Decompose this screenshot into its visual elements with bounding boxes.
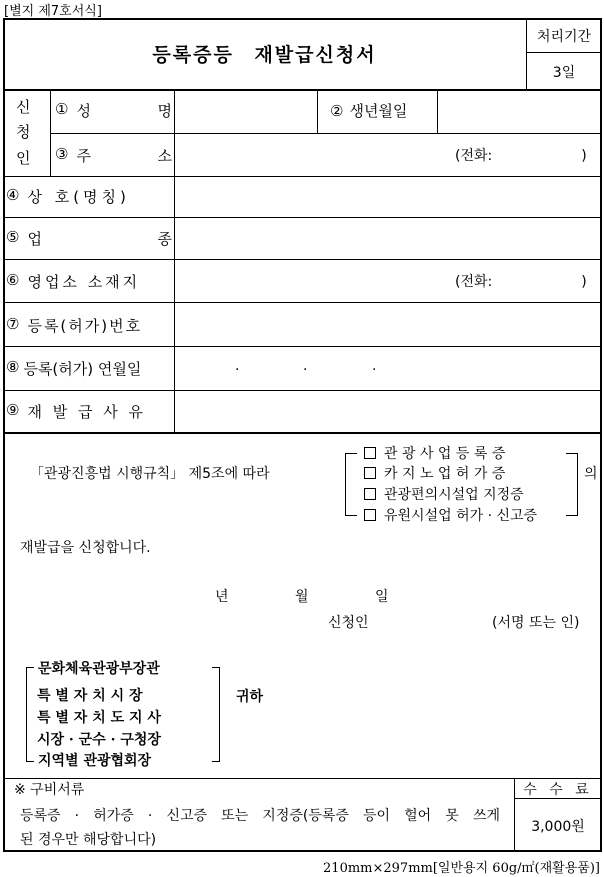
field-number: ② [330, 102, 344, 120]
business-type-input[interactable] [176, 218, 601, 258]
checkbox-icon[interactable] [364, 447, 376, 459]
option-label: 유원시설업 허가 · 신고증 [384, 508, 538, 524]
registration-date-input[interactable] [176, 347, 601, 389]
checkbox-icon[interactable] [364, 488, 376, 500]
field-label: 재 발 급 사 유 [27, 403, 146, 421]
field-label: 성 명 [76, 102, 172, 120]
fee-label: 수 수 료 [523, 782, 593, 798]
name-input[interactable] [176, 91, 316, 132]
field-label: 등록(허가)번호 [27, 317, 143, 335]
field-number: ⑤ [6, 228, 20, 246]
recipient-special-city-mayor: 특 별 자 치 시 장 [37, 688, 143, 704]
recipients-bracket-right [212, 667, 220, 762]
recipient-special-province-governor: 특 별 자 치 도 지 사 [37, 710, 161, 726]
field-address-label [55, 145, 172, 166]
law-reference: 「관광진흥법 시행규칙」 제5조에 따라 [30, 466, 270, 482]
applicant-group-label-3: 인 [16, 149, 31, 167]
recipient-minister: 문화체육관광부장관 [37, 658, 161, 678]
birth-input[interactable] [439, 91, 601, 132]
trade-name-input[interactable] [176, 177, 601, 216]
registration-no-input[interactable] [176, 303, 601, 345]
option-label: 관 광 사 업 등 록 증 [384, 446, 506, 462]
field-number: ⑦ [6, 315, 20, 333]
field-number: ① [55, 100, 69, 118]
processing-period-label: 처리기간 [536, 29, 592, 45]
fee-value: 3,000원 [531, 819, 585, 835]
field-number: ④ [6, 186, 20, 204]
form-title: 등록증등 재발급신청서 [152, 44, 377, 66]
divider [526, 52, 602, 53]
date-dot: . [372, 358, 377, 374]
form-code: [별지 제7호서식] [4, 4, 102, 19]
address-input[interactable] [176, 134, 451, 175]
documents-text-line1: 등록증 · 허가증 · 신고증 또는 지정증(등록증 등이 헐어 못 쓰게 [20, 808, 500, 824]
signature-area[interactable] [380, 606, 490, 632]
divider [3, 778, 602, 779]
office-location-input[interactable] [176, 260, 451, 301]
field-registration-no-label [6, 315, 172, 336]
field-business-type-label [6, 228, 172, 249]
date-month: 월 [295, 589, 309, 605]
recipient-tourism-association: 지역별 관광협회장 [37, 750, 152, 770]
field-office-location-label [6, 271, 172, 292]
divider [3, 432, 602, 434]
option-label: 카 지 노 업 허 가 증 [384, 466, 506, 482]
divider [437, 90, 438, 133]
field-number: ⑧ [6, 358, 20, 376]
field-birth-label [330, 100, 407, 121]
sign-note: (서명 또는 인) [492, 615, 580, 631]
date-dot: . [303, 358, 308, 374]
field-label: 영업소 소재지 [27, 273, 141, 291]
recipients-bracket-left [26, 667, 34, 762]
address-phone: (전화: ) [455, 148, 587, 164]
reissue-request-text: 재발급을 신청합니다. [20, 540, 151, 556]
field-registration-date-label [6, 358, 172, 379]
options-bracket-right [566, 453, 578, 516]
field-trade-name-label [6, 186, 172, 207]
addressee-suffix: 귀하 [236, 689, 264, 705]
field-number: ⑨ [6, 401, 20, 419]
documents-text-line2: 된 경우만 해당합니다) [20, 832, 157, 848]
option-label: 관광편의시설업 지정증 [384, 487, 524, 503]
checkbox-icon[interactable] [364, 509, 376, 521]
applicant-group-label-2: 청 [16, 123, 31, 141]
recipient-local-heads: 시장 · 군수 · 구청장 [37, 732, 161, 748]
checkbox-icon[interactable] [364, 467, 376, 479]
field-label: 상 호(명칭) [27, 188, 130, 206]
option-tourism-registration[interactable] [364, 443, 507, 463]
applicant-sign-label: 신청인 [328, 615, 369, 631]
documents-header: ※ 구비서류 [14, 782, 85, 798]
reissue-reason-input[interactable] [176, 391, 601, 431]
option-casino-permit[interactable] [364, 463, 507, 483]
date-dot: . [235, 358, 240, 374]
processing-period-value: 3일 [552, 65, 576, 81]
field-reissue-reason-label [6, 401, 172, 422]
date-day: 일 [375, 589, 389, 605]
divider [317, 90, 318, 133]
divider [50, 90, 51, 176]
field-number: ⑥ [6, 271, 20, 289]
paper-spec: 210mm×297mm[일반용지 60g/㎡(재활용품)] [323, 861, 600, 876]
field-label: 등록(허가) 연월일 [23, 360, 142, 378]
field-number: ③ [55, 145, 69, 163]
divider [174, 90, 175, 433]
option-amusement-permit[interactable] [364, 505, 539, 525]
options-suffix: 의 [584, 466, 598, 482]
date-year: 년 [215, 589, 229, 605]
applicant-group-label-1: 신 [16, 98, 31, 116]
field-label: 주 소 [76, 147, 172, 165]
field-name-label [55, 100, 172, 121]
office-phone: (전화: ) [455, 274, 587, 290]
options-bracket-left [345, 453, 357, 516]
option-convenience-designation[interactable] [364, 484, 526, 504]
field-label: 업 종 [27, 230, 172, 248]
field-label: 생년월일 [349, 102, 408, 120]
